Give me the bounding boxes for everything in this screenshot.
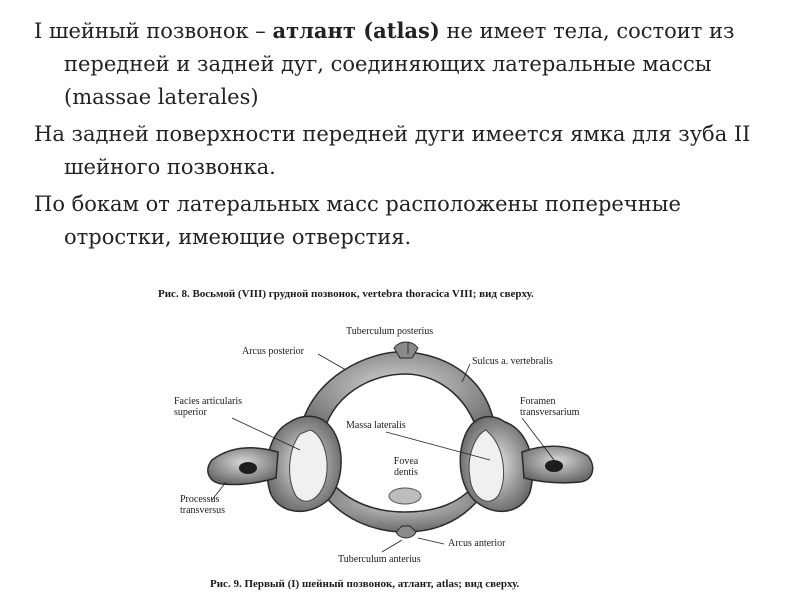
paragraph-atlas bbox=[34, 14, 786, 114]
figure-caption-bottom: Рис. 9. Первый (I) шейный позвонок, атлант, atlas; вид сверху. bbox=[210, 578, 520, 590]
label-arcus-posterior: Arcus posterior bbox=[242, 346, 304, 357]
p1-text-a: I шейный позвонок – bbox=[34, 19, 273, 43]
label-massa-lateralis: Massa lateralis bbox=[346, 420, 406, 431]
paragraph-fovea: На задней поверхности передней дуги имеется ямка для зуба II шейного позвонка. bbox=[34, 122, 751, 179]
label-processus-line1: Processus bbox=[180, 494, 220, 505]
paragraph-processes: По бокам от латеральных масс расположены поперечные отростки, имеющие отверстия. bbox=[34, 192, 681, 249]
fovea-dentis bbox=[389, 488, 421, 504]
p1-bold-term: атлант (atlas) bbox=[272, 18, 440, 43]
label-foramen-line1: Foramen bbox=[520, 396, 556, 407]
left-transverse-foramen bbox=[239, 462, 257, 474]
label-fovea-line2: dentis bbox=[394, 467, 418, 478]
label-foramen-line2: transversarium bbox=[520, 407, 580, 418]
p1-text-c: не имеет тела, состоит из передней и задней дуг, соединяющих латеральные массы (massae laterales) bbox=[64, 19, 735, 109]
label-tuberculum-anterius: Tuberculum anterius bbox=[338, 554, 421, 565]
label-tuberculum-posterius: Tuberculum posterius bbox=[346, 326, 434, 337]
label-arcus-anterior: Arcus anterior bbox=[448, 538, 506, 549]
atlas-figure bbox=[150, 282, 630, 596]
slide-text bbox=[34, 14, 786, 258]
anterior-arch bbox=[318, 478, 488, 532]
figure-caption-top: Рис. 8. Восьмой (VIII) грудной позвонок, vertebra thoracica VIII; вид сверху. bbox=[158, 288, 534, 300]
label-facies-line1: Facies articularis bbox=[174, 396, 243, 407]
label-facies-line2: superior bbox=[174, 407, 207, 418]
label-fovea-line1: Fovea bbox=[393, 456, 419, 467]
label-processus-line2: transversus bbox=[180, 505, 225, 516]
label-sulcus: Sulcus a. vertebralis bbox=[472, 356, 553, 367]
right-transverse-foramen bbox=[545, 460, 563, 472]
